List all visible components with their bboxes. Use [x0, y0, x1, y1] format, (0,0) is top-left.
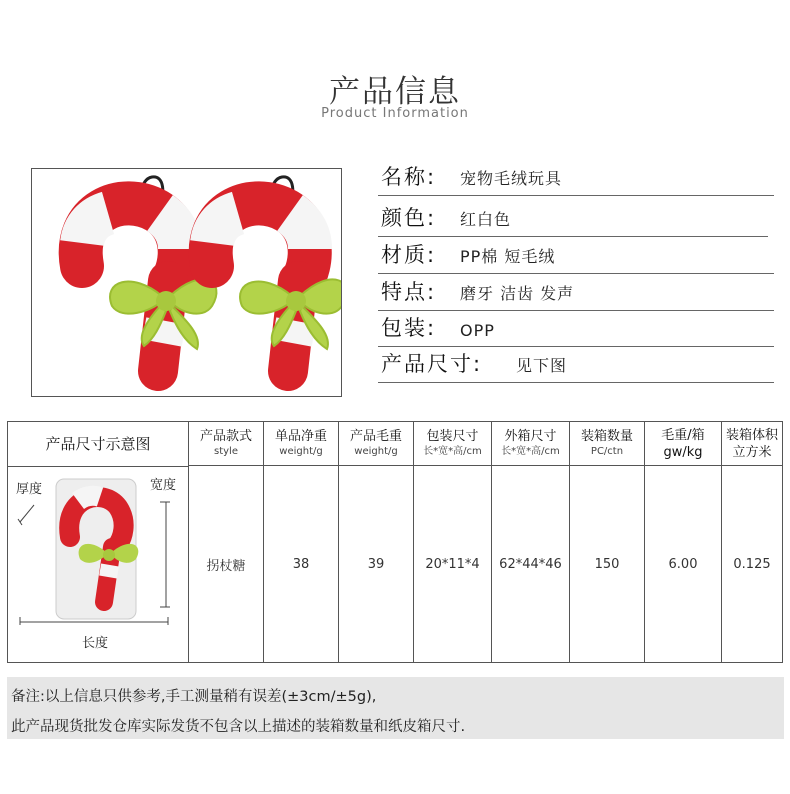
info-value: 磨牙 洁齿 发声 — [460, 284, 575, 303]
cell-carton-weight: 6.00 — [645, 466, 722, 663]
column-unit: style — [214, 446, 238, 458]
thickness-label: 厚度 — [16, 482, 43, 497]
column-header-style — [189, 422, 264, 466]
table-header-row — [8, 422, 783, 466]
info-label: 材质: — [381, 243, 437, 267]
column-title: 产品毛重 — [349, 429, 402, 445]
cell-carton-volume: 0.125 — [722, 466, 783, 663]
diagram-cell — [8, 422, 189, 663]
candy-cane-toys-image — [32, 169, 341, 396]
info-label: 特点: — [381, 280, 437, 304]
column-unit: 长*宽*高/cm — [423, 446, 482, 458]
info-row-material — [378, 237, 774, 274]
column-unit: 长*宽*高/cm — [501, 446, 560, 458]
note-line: 备注:以上信息只供参考,手工测量稍有误差(±3cm/±5g), — [11, 689, 377, 705]
info-row-size — [378, 347, 774, 383]
info-label: 产品尺寸: — [381, 352, 483, 376]
column-header-carton-weight — [645, 422, 722, 466]
info-row-color — [378, 196, 768, 237]
column-unit: 立方米 — [732, 444, 772, 460]
info-row-features — [378, 274, 774, 311]
column-unit: weight/g — [354, 446, 398, 458]
info-label: 颜色: — [381, 206, 437, 230]
column-unit: weight/g — [279, 446, 323, 458]
cell-package-size: 20*11*4 — [414, 466, 492, 663]
column-title: 毛重/箱 — [661, 427, 705, 443]
column-title: 单品净重 — [274, 429, 327, 445]
info-row-name — [378, 160, 774, 196]
info-value: 红白色 — [460, 210, 512, 229]
info-value: 见下图 — [516, 356, 568, 375]
column-header-gross-weight — [339, 422, 414, 466]
column-unit: gw/kg — [663, 444, 703, 460]
info-value: OPP — [460, 321, 495, 340]
column-header-carton-size — [492, 422, 570, 466]
column-title: 装箱数量 — [580, 429, 633, 445]
info-value: 宠物毛绒玩具 — [460, 169, 563, 188]
diagram-header: 产品尺寸示意图 — [8, 422, 188, 467]
info-row-packaging — [378, 311, 774, 347]
page-title: 产品信息 — [329, 74, 461, 110]
notes-box — [7, 677, 784, 739]
length-label: 长度 — [82, 636, 109, 651]
spec-table — [7, 421, 783, 663]
cell-carton-size: 62*44*46 — [492, 466, 570, 663]
product-photo — [31, 168, 342, 397]
column-header-net-weight — [264, 422, 339, 466]
page-subtitle: Product Information — [321, 106, 469, 121]
column-unit: PC/ctn — [590, 446, 624, 458]
cell-style: 拐杖糖 — [189, 466, 264, 663]
cell-net-weight: 38 — [264, 466, 339, 663]
info-label: 包装: — [381, 316, 437, 340]
info-value: PP棉 短毛绒 — [460, 247, 556, 266]
size-diagram — [8, 467, 188, 662]
product-info-list — [378, 160, 774, 383]
width-label: 宽度 — [150, 478, 177, 493]
cell-carton-qty: 150 — [570, 466, 645, 663]
column-title: 装箱体积 — [725, 427, 778, 443]
column-header-package-size — [414, 422, 492, 466]
info-label: 名称: — [381, 165, 437, 189]
column-title: 包装尺寸 — [426, 429, 479, 445]
note-line: 此产品现货批发仓库实际发货不包含以上描述的装箱数量和纸皮箱尺寸. — [11, 719, 466, 735]
column-title: 外箱尺寸 — [504, 429, 557, 445]
cell-gross-weight: 39 — [339, 466, 414, 663]
column-header-carton-volume — [722, 422, 783, 466]
column-title: 产品款式 — [199, 429, 252, 445]
column-header-carton-qty — [570, 422, 645, 466]
